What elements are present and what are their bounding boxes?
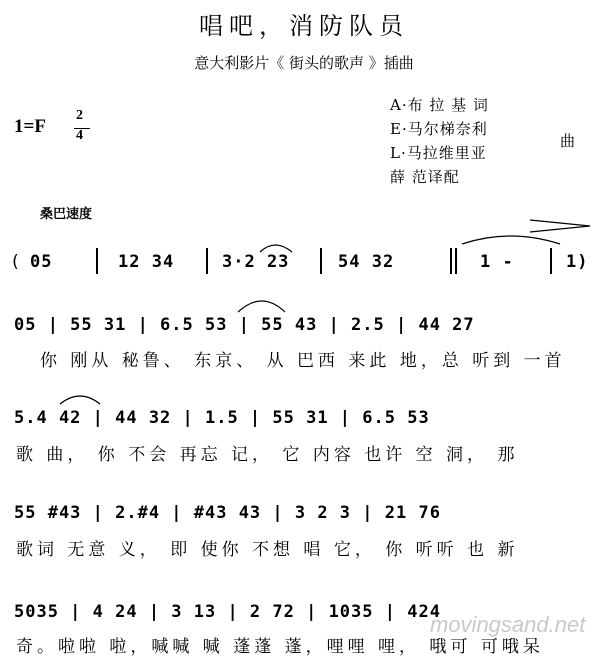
- intro-open-paren: (: [10, 252, 22, 272]
- meter-numerator: 2: [76, 108, 83, 123]
- score-row-4-notes: 5035 | 4 24 | 3 13 | 2 72 | 1035 | 424: [14, 602, 441, 622]
- score-row-2-notes: 5.4 42 | 44 32 | 1.5 | 55 31 | 6.5 53: [14, 408, 430, 428]
- score-row-3-lyrics: 歌词 无意 义， 即 使你 不想 唱 它， 你 听听 也 新: [16, 540, 519, 560]
- score-row-3-notes: 55 #43 | 2.#4 | #43 43 | 3 2 3 | 21 76: [14, 503, 441, 523]
- intro-measure-4: 54 32: [338, 252, 395, 272]
- key-signature: 1=F: [14, 116, 46, 137]
- credit-composer-role: 曲: [560, 132, 577, 150]
- intro-measure-6: 1): [566, 252, 589, 272]
- song-subtitle: 意大利影片《 街头的歌声 》插曲: [194, 54, 414, 72]
- score-row-2-lyrics: 歌 曲， 你 不会 再忘 记， 它 内容 也许 空 洞， 那: [16, 445, 519, 465]
- score-row-4-lyrics: 奇。啦啦 啦，喊喊 喊 蓬蓬 蓬，哩哩 哩， 哦可 可哦呆: [16, 637, 544, 657]
- intro-measure-3: 3·2 23: [222, 252, 290, 272]
- intro-measure-1: 05: [30, 252, 53, 272]
- score-row-1-lyrics: 你 刚从 秘鲁、 东京、 从 巴西 来此 地，总 听到 一首: [40, 351, 566, 371]
- credit-translator: 薛 范译配: [390, 168, 460, 186]
- score-row-1-notes: 05 | 55 31 | 6.5 53 | 55 43 | 2.5 | 44 27: [14, 315, 475, 335]
- song-title: 唱吧，消防队员: [199, 12, 409, 40]
- credit-lyricist: A·布 拉 基 词: [390, 96, 489, 114]
- intro-measure-2: 12 34: [118, 252, 175, 272]
- credit-composer-2: L·马拉维里亚: [390, 144, 487, 162]
- intro-measure-5: 1 -: [480, 252, 514, 272]
- tempo-marking: 桑巴速度: [40, 207, 93, 222]
- watermark: movingsand.net: [430, 612, 586, 637]
- credit-composer-1: E·马尔梯奈利: [390, 120, 488, 138]
- meter-denominator: 4: [76, 128, 83, 143]
